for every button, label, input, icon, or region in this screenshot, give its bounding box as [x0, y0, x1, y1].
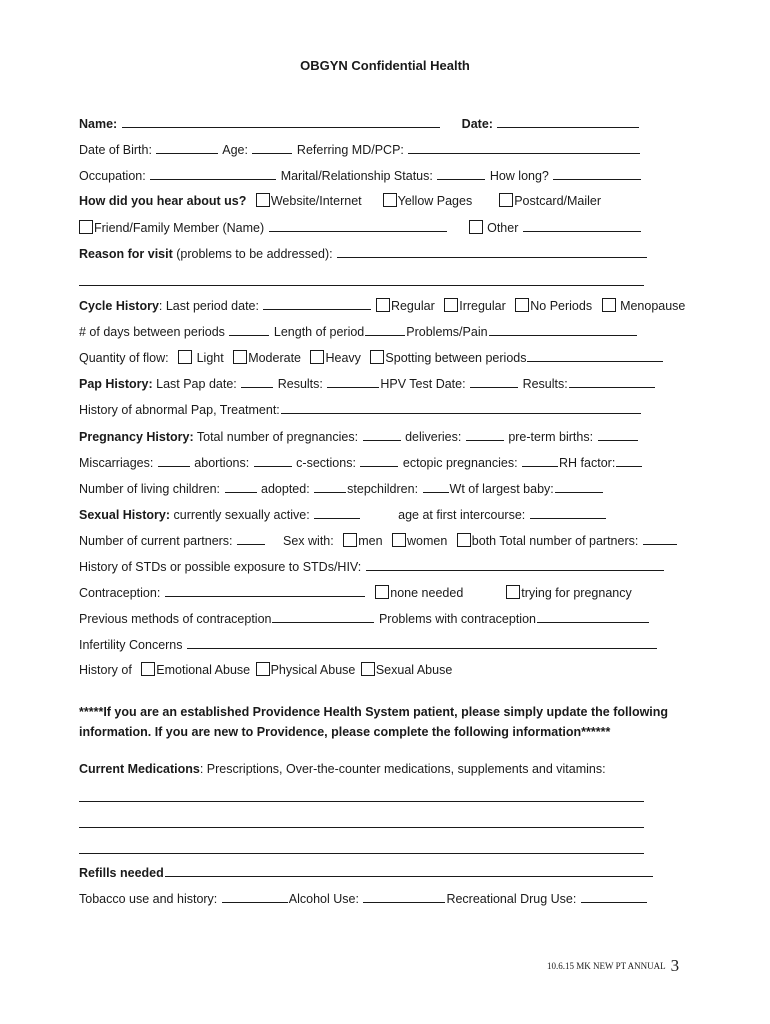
- heavy-checkbox[interactable]: [310, 350, 324, 364]
- row-pregnancy: [79, 428, 730, 444]
- tobacco-field[interactable]: [222, 890, 288, 903]
- meds-sub: : Prescriptions, Over-the-counter medications, supplements and vitamins:: [199, 762, 606, 776]
- length-label: Length of period: [273, 325, 365, 339]
- dob-field[interactable]: [156, 141, 218, 154]
- hear-option: Friend/Family Member (Name): [94, 221, 265, 235]
- meds-line-2[interactable]: [79, 827, 644, 828]
- total-preg-field[interactable]: [363, 428, 401, 441]
- contraception-label: Contraception:: [79, 586, 161, 600]
- pap-label: Pap History:: [79, 377, 153, 391]
- friend-name-field[interactable]: [269, 219, 447, 232]
- results2-field[interactable]: [569, 375, 655, 388]
- contraception-option: trying for pregnancy: [521, 586, 632, 600]
- sex-with-option: women: [407, 534, 448, 548]
- occupation-label: Occupation:: [79, 169, 146, 183]
- both-checkbox[interactable]: [457, 533, 471, 547]
- problems-label: Problems/Pain: [406, 325, 488, 339]
- miscarriages-label: Miscarriages:: [79, 456, 154, 470]
- marital-label: Marital/Relationship Status:: [280, 169, 433, 183]
- last-period-field[interactable]: [263, 297, 371, 310]
- reason-line-2[interactable]: [79, 285, 644, 286]
- referring-field[interactable]: [408, 141, 640, 154]
- miscarriages-field[interactable]: [158, 454, 190, 467]
- results-field[interactable]: [327, 375, 379, 388]
- row-reason: [79, 245, 730, 261]
- cycle-label: Cycle History: [79, 299, 159, 313]
- prev-methods-label: Previous methods of contraception: [79, 612, 272, 626]
- menopause-checkbox[interactable]: [602, 298, 616, 312]
- dob-label: Date of Birth:: [79, 143, 152, 157]
- spotting-checkbox[interactable]: [370, 350, 384, 364]
- form-title: OBGYN Confidential Health: [300, 58, 470, 73]
- infertility-field[interactable]: [187, 636, 657, 649]
- occupation-field[interactable]: [150, 167, 276, 180]
- csections-field[interactable]: [360, 454, 398, 467]
- postcard-checkbox[interactable]: [499, 193, 513, 207]
- total-partners-label: Total number of partners:: [499, 534, 639, 548]
- referring-label: Referring MD/PCP:: [296, 143, 404, 157]
- other-checkbox[interactable]: [469, 220, 483, 234]
- row-abuse: [79, 662, 730, 678]
- partners-field[interactable]: [237, 532, 265, 545]
- wt-field[interactable]: [555, 480, 603, 493]
- days-between-label: # of days between periods: [79, 325, 225, 339]
- abuse-option: Physical Abuse: [270, 663, 356, 677]
- abuse-option: Sexual Abuse: [375, 663, 453, 677]
- row-sexual: [79, 506, 730, 522]
- cycle-option: No Periods: [530, 299, 593, 313]
- contraception-field[interactable]: [165, 584, 365, 597]
- results2-label: Results:: [522, 377, 568, 391]
- flow-option: Heavy: [325, 351, 361, 365]
- meds-line-3[interactable]: [79, 853, 644, 854]
- hpv-label: HPV Test Date:: [380, 377, 466, 391]
- row-hear: [79, 193, 730, 209]
- cycle-option: Irregular: [459, 299, 506, 313]
- infertility-label: Infertility Concerns: [79, 638, 183, 652]
- cycle-option: Menopause: [620, 299, 686, 313]
- moderate-checkbox[interactable]: [233, 350, 247, 364]
- row-days: [79, 323, 730, 339]
- sexual-abuse-checkbox[interactable]: [361, 662, 375, 676]
- row-refills: [79, 864, 730, 880]
- abnormal-pap-field[interactable]: [281, 401, 641, 414]
- no-periods-checkbox[interactable]: [515, 298, 529, 312]
- physical-abuse-checkbox[interactable]: [256, 662, 270, 676]
- row-substances: [79, 890, 730, 906]
- sex-with-label: Sex with:: [283, 534, 334, 548]
- none-needed-checkbox[interactable]: [375, 585, 389, 599]
- reason-label: Reason for visit: [79, 247, 173, 261]
- emotional-abuse-checkbox[interactable]: [141, 662, 155, 676]
- history-of-label: History of: [79, 663, 132, 677]
- yellow-pages-checkbox[interactable]: [383, 193, 397, 207]
- sex-with-option: men: [358, 534, 383, 548]
- name-field[interactable]: [122, 115, 440, 128]
- hear-option: Other: [487, 221, 519, 235]
- row-pap: [79, 375, 730, 391]
- stepchildren-label: stepchildren:: [347, 482, 419, 496]
- row-contraception: [79, 584, 730, 600]
- adopted-field[interactable]: [314, 480, 346, 493]
- flow-option: Light: [196, 351, 224, 365]
- problems-field[interactable]: [489, 323, 637, 336]
- ectopic-field[interactable]: [522, 454, 558, 467]
- page-footer: [547, 956, 679, 976]
- age-first-label: age at first intercourse:: [398, 508, 526, 522]
- contraception-option: none needed: [390, 586, 464, 600]
- drug-label: Recreational Drug Use:: [446, 892, 577, 906]
- rh-label: RH factor:: [559, 456, 616, 470]
- deliveries-label: deliveries:: [405, 430, 462, 444]
- website-checkbox[interactable]: [256, 193, 270, 207]
- date-field[interactable]: [497, 115, 639, 128]
- hear-label: How did you hear about us?: [79, 194, 247, 208]
- page-number: 3: [670, 956, 680, 975]
- friend-checkbox[interactable]: [79, 220, 93, 234]
- cycle-option: Regular: [390, 299, 435, 313]
- pregnancy-label: Pregnancy History:: [79, 430, 194, 444]
- row-partners: [79, 532, 730, 548]
- row-abnormal-pap: [79, 401, 730, 417]
- spotting-field[interactable]: [527, 349, 663, 362]
- how-long-field[interactable]: [553, 167, 641, 180]
- marital-field[interactable]: [437, 167, 485, 180]
- row-dob: [79, 141, 730, 157]
- flow-option: Moderate: [248, 351, 301, 365]
- row-std: [79, 558, 730, 574]
- problems-contra-label: Problems with contraception: [378, 612, 536, 626]
- preterm-label: pre-term births:: [508, 430, 594, 444]
- last-pap-label: Last Pap date:: [156, 377, 237, 391]
- age-field[interactable]: [252, 141, 292, 154]
- length-field[interactable]: [365, 323, 405, 336]
- problems-contra-field[interactable]: [537, 610, 649, 623]
- abnormal-pap-label: History of abnormal Pap, Treatment:: [79, 403, 280, 417]
- row-infertility: [79, 636, 730, 652]
- row-name: [79, 115, 730, 131]
- hear-option: Postcard/Mailer: [514, 194, 602, 208]
- women-checkbox[interactable]: [392, 533, 406, 547]
- age-first-field[interactable]: [530, 506, 606, 519]
- regular-checkbox[interactable]: [376, 298, 390, 312]
- refills-field[interactable]: [165, 864, 653, 877]
- total-preg-label: Total number of pregnancies:: [196, 430, 359, 444]
- last-pap-field[interactable]: [241, 375, 273, 388]
- light-checkbox[interactable]: [178, 350, 192, 364]
- tobacco-label: Tobacco use and history:: [79, 892, 218, 906]
- age-label: Age:: [222, 143, 248, 157]
- prev-methods-field[interactable]: [272, 610, 374, 623]
- abortions-field[interactable]: [254, 454, 292, 467]
- row-cycle: [79, 297, 730, 313]
- flow-option: Spotting between periods: [385, 351, 527, 365]
- footer-code: 10.6.15 MK NEW PT ANNUAL: [547, 961, 666, 971]
- date-label: Date:: [461, 117, 493, 131]
- hear-option: Website/Internet: [270, 194, 362, 208]
- row-children: [79, 480, 730, 496]
- how-long-label: How long?: [489, 169, 549, 183]
- results-label: Results:: [277, 377, 323, 391]
- rh-field[interactable]: [616, 454, 642, 467]
- wt-label: Wt of largest baby:: [449, 482, 554, 496]
- alcohol-label: Alcohol Use:: [288, 892, 359, 906]
- meds-label: Current Medications: [79, 762, 200, 776]
- row-prev-methods: [79, 610, 730, 626]
- row-miscarriages: [79, 454, 730, 470]
- stepchildren-field[interactable]: [423, 480, 449, 493]
- irregular-checkbox[interactable]: [444, 298, 458, 312]
- hpv-field[interactable]: [470, 375, 518, 388]
- trying-checkbox[interactable]: [506, 585, 520, 599]
- alcohol-field[interactable]: [363, 890, 445, 903]
- living-children-label: Number of living children:: [79, 482, 221, 496]
- flow-label: Quantity of flow:: [79, 351, 169, 365]
- living-children-field[interactable]: [225, 480, 257, 493]
- csections-label: c-sections:: [296, 456, 356, 470]
- active-field[interactable]: [314, 506, 360, 519]
- adopted-label: adopted:: [261, 482, 310, 496]
- reason-field[interactable]: [337, 245, 647, 258]
- std-label: History of STDs or possible exposure to STDs/HIV:: [79, 560, 362, 574]
- total-partners-field[interactable]: [643, 532, 677, 545]
- men-checkbox[interactable]: [343, 533, 357, 547]
- row-hear-2: [79, 219, 730, 235]
- name-label: Name:: [79, 117, 118, 131]
- abortions-label: abortions:: [194, 456, 250, 470]
- days-between-field[interactable]: [229, 323, 269, 336]
- hear-option: Yellow Pages: [397, 194, 473, 208]
- preterm-field[interactable]: [598, 428, 638, 441]
- last-period-label: : Last period date:: [158, 299, 259, 313]
- other-field[interactable]: [523, 219, 641, 232]
- notice-text: *****If you are an established Providence Health System patient, please simply update the following information. If you are new to Providence, please complete the following information******: [79, 705, 669, 739]
- reason-sub: (problems to be addressed):: [172, 247, 333, 261]
- drug-field[interactable]: [581, 890, 647, 903]
- row-flow: [79, 349, 730, 365]
- row-meds: [79, 761, 730, 777]
- meds-line-1[interactable]: [79, 801, 644, 802]
- partners-label: Number of current partners:: [79, 534, 233, 548]
- ectopic-label: ectopic pregnancies:: [402, 456, 518, 470]
- row-occupation: [79, 167, 730, 183]
- sexual-label: Sexual History:: [79, 508, 171, 522]
- refills-label: Refills needed: [79, 866, 164, 880]
- std-field[interactable]: [366, 558, 664, 571]
- active-label: currently sexually active:: [173, 508, 310, 522]
- sex-with-option: both: [471, 534, 497, 548]
- abuse-option: Emotional Abuse: [156, 663, 251, 677]
- deliveries-field[interactable]: [466, 428, 504, 441]
